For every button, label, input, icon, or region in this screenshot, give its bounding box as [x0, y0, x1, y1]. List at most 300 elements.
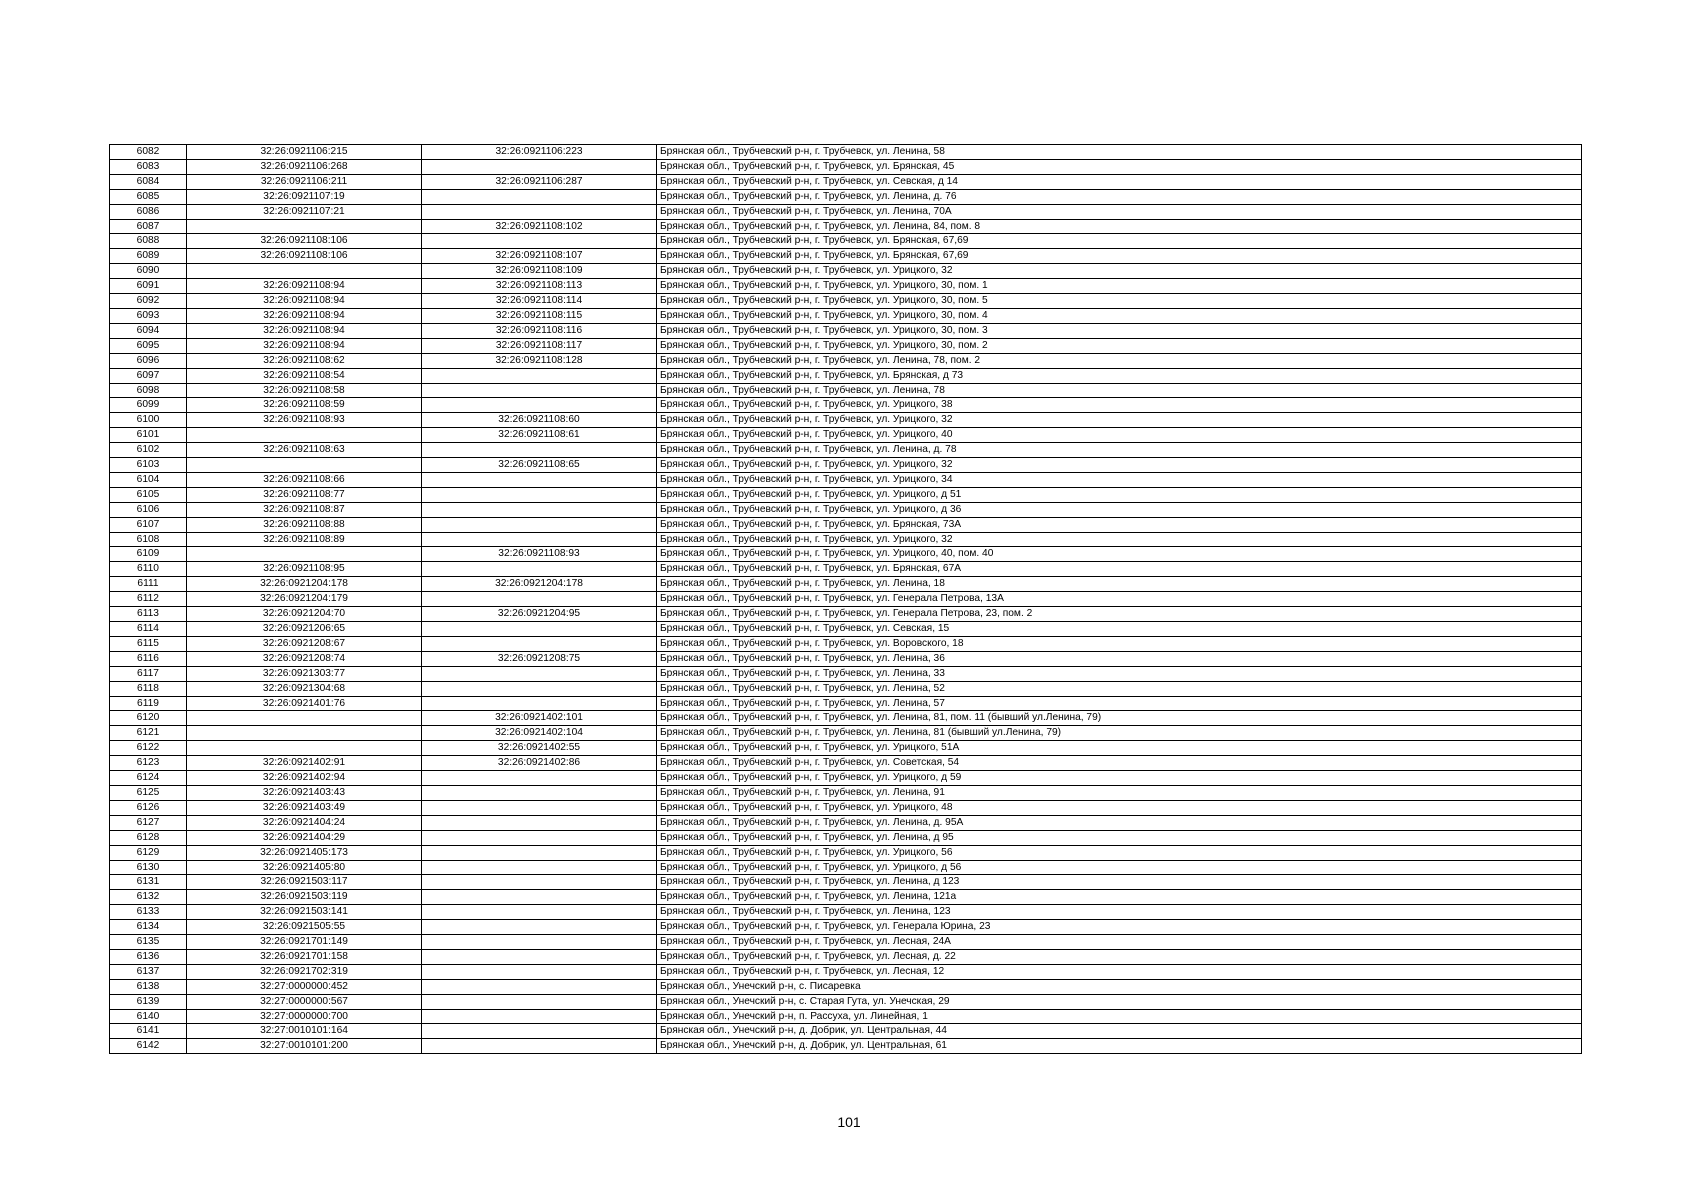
related-cadastral-number-cell: 32:26:0921208:75	[422, 651, 657, 666]
cadastral-number-cell: 32:27:0000000:700	[187, 1009, 422, 1024]
related-cadastral-number-cell: 32:26:0921108:113	[422, 279, 657, 294]
row-number-cell: 6124	[110, 771, 187, 786]
cadastral-number-cell: 32:26:0921503:141	[187, 905, 422, 920]
related-cadastral-number-cell: 32:26:0921402:86	[422, 756, 657, 771]
table-row	[110, 935, 1582, 950]
row-number-cell: 6118	[110, 681, 187, 696]
table-row	[110, 756, 1582, 771]
cadastral-number-cell: 32:26:0921403:43	[187, 785, 422, 800]
related-cadastral-number-cell	[422, 800, 657, 815]
address-cell: Брянская обл., Унечский р-н, п. Рассуха, ул. Линейная, 1	[657, 1009, 1582, 1024]
address-cell: Брянская обл., Трубчевский р-н, г. Трубчевск, ул. Ленина, 18	[657, 577, 1582, 592]
related-cadastral-number-cell	[422, 845, 657, 860]
table-row	[110, 607, 1582, 622]
table-row	[110, 189, 1582, 204]
table-row	[110, 145, 1582, 160]
table-row	[110, 979, 1582, 994]
table-row	[110, 294, 1582, 309]
related-cadastral-number-cell: 32:26:0921106:223	[422, 145, 657, 160]
address-cell: Брянская обл., Трубчевский р-н, г. Трубчевск, ул. Урицкого, 38	[657, 398, 1582, 413]
row-number-cell: 6128	[110, 830, 187, 845]
cadastral-number-cell: 32:26:0921402:94	[187, 771, 422, 786]
cadastral-number-cell	[187, 264, 422, 279]
address-cell: Брянская обл., Трубчевский р-н, г. Трубчевск, ул. Лесная, д. 22	[657, 949, 1582, 964]
address-cell: Брянская обл., Трубчевский р-н, г. Трубчевск, ул. Урицкого, д 36	[657, 502, 1582, 517]
row-number-cell: 6131	[110, 875, 187, 890]
address-cell: Брянская обл., Трубчевский р-н, г. Трубчевск, ул. Брянская, 67,69	[657, 234, 1582, 249]
row-number-cell: 6132	[110, 890, 187, 905]
row-number-cell: 6083	[110, 159, 187, 174]
cadastral-number-cell: 32:26:0921108:62	[187, 353, 422, 368]
row-number-cell: 6119	[110, 696, 187, 711]
address-cell: Брянская обл., Трубчевский р-н, г. Трубчевск, ул. Ленина, 78, пом. 2	[657, 353, 1582, 368]
related-cadastral-number-cell: 32:26:0921108:65	[422, 458, 657, 473]
related-cadastral-number-cell	[422, 368, 657, 383]
related-cadastral-number-cell	[422, 592, 657, 607]
row-number-cell: 6085	[110, 189, 187, 204]
row-number-cell: 6086	[110, 204, 187, 219]
related-cadastral-number-cell	[422, 905, 657, 920]
address-cell: Брянская обл., Трубчевский р-н, г. Трубчевск, ул. Урицкого, 48	[657, 800, 1582, 815]
table-row	[110, 413, 1582, 428]
address-cell: Брянская обл., Трубчевский р-н, г. Трубчевск, ул. Ленина, 121а	[657, 890, 1582, 905]
related-cadastral-number-cell	[422, 935, 657, 950]
related-cadastral-number-cell	[422, 875, 657, 890]
table-row	[110, 666, 1582, 681]
related-cadastral-number-cell	[422, 487, 657, 502]
related-cadastral-number-cell	[422, 398, 657, 413]
address-cell: Брянская обл., Трубчевский р-н, г. Трубчевск, ул. Ленина, 78	[657, 383, 1582, 398]
cadastral-number-cell: 32:26:0921108:94	[187, 294, 422, 309]
address-cell: Брянская обл., Трубчевский р-н, г. Трубчевск, ул. Урицкого, 30, пом. 1	[657, 279, 1582, 294]
row-number-cell: 6100	[110, 413, 187, 428]
cadastral-number-cell: 32:26:0921405:80	[187, 860, 422, 875]
related-cadastral-number-cell: 32:26:0921108:114	[422, 294, 657, 309]
row-number-cell: 6126	[110, 800, 187, 815]
row-number-cell: 6130	[110, 860, 187, 875]
table-row	[110, 875, 1582, 890]
address-cell: Брянская обл., Трубчевский р-н, г. Трубчевск, ул. Ленина, 58	[657, 145, 1582, 160]
row-number-cell: 6096	[110, 353, 187, 368]
address-cell: Брянская обл., Трубчевский р-н, г. Трубчевск, ул. Воровского, 18	[657, 636, 1582, 651]
table-row	[110, 890, 1582, 905]
cadastral-number-cell: 32:26:0921108:106	[187, 249, 422, 264]
row-number-cell: 6102	[110, 443, 187, 458]
address-cell: Брянская обл., Трубчевский р-н, г. Трубчевск, ул. Генерала Петрова, 13А	[657, 592, 1582, 607]
table-row	[110, 547, 1582, 562]
table-row	[110, 562, 1582, 577]
address-cell: Брянская обл., Унечский р-н, с. Писаревка	[657, 979, 1582, 994]
table-row	[110, 726, 1582, 741]
row-number-cell: 6116	[110, 651, 187, 666]
row-number-cell: 6090	[110, 264, 187, 279]
row-number-cell: 6133	[110, 905, 187, 920]
related-cadastral-number-cell: 32:26:0921402:101	[422, 711, 657, 726]
row-number-cell: 6115	[110, 636, 187, 651]
cadastral-number-cell: 32:26:0921108:58	[187, 383, 422, 398]
row-number-cell: 6106	[110, 502, 187, 517]
address-cell: Брянская обл., Трубчевский р-н, г. Трубчевск, ул. Урицкого, 40	[657, 428, 1582, 443]
related-cadastral-number-cell: 32:26:0921108:115	[422, 308, 657, 323]
related-cadastral-number-cell	[422, 234, 657, 249]
address-cell: Брянская обл., Трубчевский р-н, г. Трубчевск, ул. Урицкого, 30, пом. 5	[657, 294, 1582, 309]
table-row	[110, 279, 1582, 294]
row-number-cell: 6142	[110, 1039, 187, 1054]
address-cell: Брянская обл., Трубчевский р-н, г. Трубчевск, ул. Урицкого, 30, пом. 3	[657, 323, 1582, 338]
address-cell: Брянская обл., Трубчевский р-н, г. Трубчевск, ул. Урицкого, д 51	[657, 487, 1582, 502]
cadastral-number-cell: 32:26:0921404:29	[187, 830, 422, 845]
address-cell: Брянская обл., Трубчевский р-н, г. Трубчевск, ул. Брянская, 73А	[657, 517, 1582, 532]
row-number-cell: 6094	[110, 323, 187, 338]
cadastral-number-cell: 32:26:0921106:215	[187, 145, 422, 160]
address-cell: Брянская обл., Трубчевский р-н, г. Трубчевск, ул. Урицкого, д 56	[657, 860, 1582, 875]
address-cell: Брянская обл., Трубчевский р-н, г. Трубчевск, ул. Урицкого, 30, пом. 2	[657, 338, 1582, 353]
address-cell: Брянская обл., Трубчевский р-н, г. Трубчевск, ул. Урицкого, д 59	[657, 771, 1582, 786]
related-cadastral-number-cell	[422, 502, 657, 517]
table-row	[110, 472, 1582, 487]
row-number-cell: 6103	[110, 458, 187, 473]
table-row	[110, 920, 1582, 935]
address-cell: Брянская обл., Трубчевский р-н, г. Трубчевск, ул. Урицкого, 32	[657, 264, 1582, 279]
cadastral-number-cell: 32:26:0921108:89	[187, 532, 422, 547]
related-cadastral-number-cell: 32:26:0921402:55	[422, 741, 657, 756]
address-cell: Брянская обл., Трубчевский р-н, г. Трубчевск, ул. Ленина, д 123	[657, 875, 1582, 890]
related-cadastral-number-cell	[422, 815, 657, 830]
row-number-cell: 6140	[110, 1009, 187, 1024]
cadastral-number-cell: 32:26:0921405:173	[187, 845, 422, 860]
cadastral-number-cell: 32:26:0921303:77	[187, 666, 422, 681]
related-cadastral-number-cell	[422, 622, 657, 637]
table-row	[110, 234, 1582, 249]
cadastral-number-cell: 32:26:0921108:95	[187, 562, 422, 577]
cadastral-number-cell: 32:26:0921206:65	[187, 622, 422, 637]
row-number-cell: 6082	[110, 145, 187, 160]
address-cell: Брянская обл., Трубчевский р-н, г. Трубчевск, ул. Севская, д 14	[657, 174, 1582, 189]
row-number-cell: 6121	[110, 726, 187, 741]
table-row	[110, 368, 1582, 383]
cadastral-number-cell: 32:26:0921106:268	[187, 159, 422, 174]
row-number-cell: 6105	[110, 487, 187, 502]
row-number-cell: 6134	[110, 920, 187, 935]
row-number-cell: 6092	[110, 294, 187, 309]
table-row	[110, 905, 1582, 920]
row-number-cell: 6097	[110, 368, 187, 383]
related-cadastral-number-cell	[422, 204, 657, 219]
cadastral-number-cell: 32:26:0921108:87	[187, 502, 422, 517]
table-row	[110, 487, 1582, 502]
row-number-cell: 6109	[110, 547, 187, 562]
related-cadastral-number-cell	[422, 785, 657, 800]
table-row	[110, 696, 1582, 711]
table-row	[110, 622, 1582, 637]
cadastral-number-cell: 32:26:0921402:91	[187, 756, 422, 771]
table-row	[110, 398, 1582, 413]
cadastral-number-cell: 32:26:0921403:49	[187, 800, 422, 815]
row-number-cell: 6129	[110, 845, 187, 860]
table-row	[110, 964, 1582, 979]
related-cadastral-number-cell	[422, 517, 657, 532]
address-cell: Брянская обл., Трубчевский р-н, г. Трубчевск, ул. Генерала Петрова, 23, пом. 2	[657, 607, 1582, 622]
cadastral-number-cell: 32:26:0921106:211	[187, 174, 422, 189]
address-cell: Брянская обл., Трубчевский р-н, г. Трубчевск, ул. Ленина, д. 76	[657, 189, 1582, 204]
row-number-cell: 6098	[110, 383, 187, 398]
row-number-cell: 6104	[110, 472, 187, 487]
table-row	[110, 681, 1582, 696]
address-cell: Брянская обл., Трубчевский р-н, г. Трубчевск, ул. Ленина, 70А	[657, 204, 1582, 219]
address-cell: Брянская обл., Трубчевский р-н, г. Трубчевск, ул. Ленина, д. 95А	[657, 815, 1582, 830]
row-number-cell: 6117	[110, 666, 187, 681]
registry-table-body	[110, 145, 1582, 1054]
row-number-cell: 6139	[110, 994, 187, 1009]
table-row	[110, 517, 1582, 532]
table-row	[110, 1024, 1582, 1039]
related-cadastral-number-cell	[422, 830, 657, 845]
related-cadastral-number-cell	[422, 472, 657, 487]
row-number-cell: 6141	[110, 1024, 187, 1039]
cadastral-number-cell: 32:26:0921108:63	[187, 443, 422, 458]
cadastral-number-cell: 32:27:0010101:164	[187, 1024, 422, 1039]
cadastral-number-cell: 32:26:0921208:67	[187, 636, 422, 651]
cadastral-number-cell: 32:26:0921304:68	[187, 681, 422, 696]
row-number-cell: 6136	[110, 949, 187, 964]
cadastral-number-cell: 32:27:0010101:200	[187, 1039, 422, 1054]
address-cell: Брянская обл., Трубчевский р-н, г. Трубчевск, ул. Советская, 54	[657, 756, 1582, 771]
row-number-cell: 6122	[110, 741, 187, 756]
related-cadastral-number-cell	[422, 1009, 657, 1024]
related-cadastral-number-cell	[422, 532, 657, 547]
related-cadastral-number-cell	[422, 979, 657, 994]
related-cadastral-number-cell: 32:26:0921108:107	[422, 249, 657, 264]
cadastral-number-cell	[187, 458, 422, 473]
cadastral-number-cell: 32:26:0921108:93	[187, 413, 422, 428]
address-cell: Брянская обл., Трубчевский р-н, г. Трубчевск, ул. Ленина, д. 78	[657, 443, 1582, 458]
table-row	[110, 159, 1582, 174]
table-row	[110, 741, 1582, 756]
table-row	[110, 204, 1582, 219]
related-cadastral-number-cell: 32:26:0921108:128	[422, 353, 657, 368]
row-number-cell: 6108	[110, 532, 187, 547]
address-cell: Брянская обл., Трубчевский р-н, г. Трубчевск, ул. Ленина, 36	[657, 651, 1582, 666]
address-cell: Брянская обл., Трубчевский р-н, г. Трубчевск, ул. Урицкого, 51А	[657, 741, 1582, 756]
table-row	[110, 264, 1582, 279]
row-number-cell: 6113	[110, 607, 187, 622]
row-number-cell: 6123	[110, 756, 187, 771]
table-row	[110, 815, 1582, 830]
table-row	[110, 458, 1582, 473]
page-number: 101	[837, 1114, 861, 1130]
related-cadastral-number-cell: 32:26:0921108:102	[422, 219, 657, 234]
address-cell: Брянская обл., Трубчевский р-н, г. Трубчевск, ул. Ленина, 123	[657, 905, 1582, 920]
cadastral-number-cell: 32:26:0921108:66	[187, 472, 422, 487]
table-row	[110, 771, 1582, 786]
cadastral-number-cell: 32:26:0921108:54	[187, 368, 422, 383]
row-number-cell: 6125	[110, 785, 187, 800]
row-number-cell: 6127	[110, 815, 187, 830]
cadastral-number-cell	[187, 711, 422, 726]
address-cell: Брянская обл., Трубчевский р-н, г. Трубчевск, ул. Ленина, 81, пом. 11 (бывший ул.Ленина, 79)	[657, 711, 1582, 726]
address-cell: Брянская обл., Трубчевский р-н, г. Трубчевск, ул. Урицкого, 32	[657, 458, 1582, 473]
table-row	[110, 353, 1582, 368]
table-row	[110, 502, 1582, 517]
related-cadastral-number-cell	[422, 1039, 657, 1054]
related-cadastral-number-cell	[422, 159, 657, 174]
cadastral-number-cell: 32:26:0921107:21	[187, 204, 422, 219]
table-row	[110, 860, 1582, 875]
cadastral-number-cell: 32:26:0921404:24	[187, 815, 422, 830]
row-number-cell: 6101	[110, 428, 187, 443]
related-cadastral-number-cell: 32:26:0921108:60	[422, 413, 657, 428]
related-cadastral-number-cell	[422, 562, 657, 577]
cadastral-number-cell: 32:26:0921204:178	[187, 577, 422, 592]
table-row	[110, 308, 1582, 323]
address-cell: Брянская обл., Трубчевский р-н, г. Трубчевск, ул. Ленина, 33	[657, 666, 1582, 681]
related-cadastral-number-cell: 32:26:0921108:117	[422, 338, 657, 353]
cadastral-number-cell: 32:26:0921108:94	[187, 308, 422, 323]
address-cell: Брянская обл., Трубчевский р-н, г. Трубчевск, ул. Ленина, 91	[657, 785, 1582, 800]
table-row	[110, 249, 1582, 264]
row-number-cell: 6095	[110, 338, 187, 353]
table-row	[110, 532, 1582, 547]
cadastral-number-cell: 32:27:0000000:567	[187, 994, 422, 1009]
registry-table	[109, 144, 1582, 1054]
cadastral-number-cell: 32:26:0921107:19	[187, 189, 422, 204]
address-cell: Брянская обл., Трубчевский р-н, г. Трубчевск, ул. Урицкого, 34	[657, 472, 1582, 487]
table-row	[110, 800, 1582, 815]
cadastral-number-cell: 32:26:0921108:94	[187, 279, 422, 294]
address-cell: Брянская обл., Унечский р-н, д. Добрик, ул. Центральная, 44	[657, 1024, 1582, 1039]
related-cadastral-number-cell	[422, 994, 657, 1009]
related-cadastral-number-cell: 32:26:0921402:104	[422, 726, 657, 741]
related-cadastral-number-cell	[422, 920, 657, 935]
related-cadastral-number-cell: 32:26:0921204:178	[422, 577, 657, 592]
row-number-cell: 6135	[110, 935, 187, 950]
address-cell: Брянская обл., Трубчевский р-н, г. Трубчевск, ул. Ленина, 84, пом. 8	[657, 219, 1582, 234]
cadastral-number-cell	[187, 741, 422, 756]
row-number-cell: 6120	[110, 711, 187, 726]
table-row	[110, 949, 1582, 964]
related-cadastral-number-cell: 32:26:0921108:93	[422, 547, 657, 562]
related-cadastral-number-cell	[422, 1024, 657, 1039]
address-cell: Брянская обл., Унечский р-н, д. Добрик, ул. Центральная, 61	[657, 1039, 1582, 1054]
address-cell: Брянская обл., Трубчевский р-н, г. Трубчевск, ул. Брянская, 45	[657, 159, 1582, 174]
table-row	[110, 830, 1582, 845]
row-number-cell: 6111	[110, 577, 187, 592]
table-row	[110, 338, 1582, 353]
table-row	[110, 174, 1582, 189]
address-cell: Брянская обл., Трубчевский р-н, г. Трубчевск, ул. Ленина, д 95	[657, 830, 1582, 845]
row-number-cell: 6093	[110, 308, 187, 323]
cadastral-number-cell: 32:26:0921701:149	[187, 935, 422, 950]
cadastral-number-cell	[187, 726, 422, 741]
table-row	[110, 219, 1582, 234]
table-row	[110, 443, 1582, 458]
related-cadastral-number-cell	[422, 636, 657, 651]
row-number-cell: 6091	[110, 279, 187, 294]
cadastral-number-cell: 32:26:0921108:59	[187, 398, 422, 413]
related-cadastral-number-cell	[422, 443, 657, 458]
row-number-cell: 6107	[110, 517, 187, 532]
related-cadastral-number-cell	[422, 681, 657, 696]
cadastral-number-cell: 32:26:0921702:319	[187, 964, 422, 979]
cadastral-number-cell	[187, 547, 422, 562]
related-cadastral-number-cell: 32:26:0921108:61	[422, 428, 657, 443]
cadastral-number-cell: 32:26:0921108:88	[187, 517, 422, 532]
address-cell: Брянская обл., Трубчевский р-н, г. Трубчевск, ул. Брянская, 67А	[657, 562, 1582, 577]
row-number-cell: 6087	[110, 219, 187, 234]
related-cadastral-number-cell	[422, 890, 657, 905]
cadastral-number-cell: 32:26:0921505:55	[187, 920, 422, 935]
address-cell: Брянская обл., Трубчевский р-н, г. Трубчевск, ул. Урицкого, 32	[657, 532, 1582, 547]
row-number-cell: 6089	[110, 249, 187, 264]
cadastral-number-cell: 32:26:0921701:158	[187, 949, 422, 964]
address-cell: Брянская обл., Трубчевский р-н, г. Трубчевск, ул. Ленина, 57	[657, 696, 1582, 711]
table-row	[110, 845, 1582, 860]
address-cell: Брянская обл., Трубчевский р-н, г. Трубчевск, ул. Брянская, 67,69	[657, 249, 1582, 264]
address-cell: Брянская обл., Трубчевский р-н, г. Трубчевск, ул. Севская, 15	[657, 622, 1582, 637]
related-cadastral-number-cell	[422, 383, 657, 398]
cadastral-number-cell: 32:26:0921503:119	[187, 890, 422, 905]
related-cadastral-number-cell: 32:26:0921108:116	[422, 323, 657, 338]
table-row	[110, 651, 1582, 666]
row-number-cell: 6114	[110, 622, 187, 637]
address-cell: Брянская обл., Трубчевский р-н, г. Трубчевск, ул. Генерала Юрина, 23	[657, 920, 1582, 935]
table-row	[110, 636, 1582, 651]
table-row	[110, 785, 1582, 800]
row-number-cell: 6138	[110, 979, 187, 994]
related-cadastral-number-cell	[422, 860, 657, 875]
cadastral-number-cell: 32:26:0921208:74	[187, 651, 422, 666]
table-row	[110, 1009, 1582, 1024]
table-row	[110, 1039, 1582, 1054]
table-row	[110, 711, 1582, 726]
address-cell: Брянская обл., Трубчевский р-н, г. Трубчевск, ул. Брянская, д 73	[657, 368, 1582, 383]
table-row	[110, 323, 1582, 338]
table-row	[110, 592, 1582, 607]
cadastral-number-cell: 32:27:0000000:452	[187, 979, 422, 994]
address-cell: Брянская обл., Трубчевский р-н, г. Трубчевск, ул. Урицкого, 56	[657, 845, 1582, 860]
row-number-cell: 6088	[110, 234, 187, 249]
related-cadastral-number-cell	[422, 696, 657, 711]
related-cadastral-number-cell	[422, 189, 657, 204]
address-cell: Брянская обл., Трубчевский р-н, г. Трубчевск, ул. Ленина, 81 (бывший ул.Ленина, 79)	[657, 726, 1582, 741]
related-cadastral-number-cell	[422, 949, 657, 964]
related-cadastral-number-cell	[422, 964, 657, 979]
cadastral-number-cell: 32:26:0921108:94	[187, 338, 422, 353]
address-cell: Брянская обл., Трубчевский р-н, г. Трубчевск, ул. Ленина, 52	[657, 681, 1582, 696]
address-cell: Брянская обл., Трубчевский р-н, г. Трубчевск, ул. Лесная, 12	[657, 964, 1582, 979]
address-cell: Брянская обл., Трубчевский р-н, г. Трубчевск, ул. Урицкого, 30, пом. 4	[657, 308, 1582, 323]
row-number-cell: 6084	[110, 174, 187, 189]
address-cell: Брянская обл., Трубчевский р-н, г. Трубчевск, ул. Урицкого, 32	[657, 413, 1582, 428]
address-cell: Брянская обл., Унечский р-н, с. Старая Гута, ул. Унечская, 29	[657, 994, 1582, 1009]
cadastral-number-cell: 32:26:0921401:76	[187, 696, 422, 711]
cadastral-number-cell: 32:26:0921108:77	[187, 487, 422, 502]
related-cadastral-number-cell	[422, 666, 657, 681]
address-cell: Брянская обл., Трубчевский р-н, г. Трубчевск, ул. Лесная, 24А	[657, 935, 1582, 950]
related-cadastral-number-cell	[422, 771, 657, 786]
cadastral-number-cell	[187, 428, 422, 443]
related-cadastral-number-cell: 32:26:0921106:287	[422, 174, 657, 189]
related-cadastral-number-cell: 32:26:0921204:95	[422, 607, 657, 622]
cadastral-number-cell: 32:26:0921108:106	[187, 234, 422, 249]
address-cell: Брянская обл., Трубчевский р-н, г. Трубчевск, ул. Урицкого, 40, пом. 40	[657, 547, 1582, 562]
table-row	[110, 383, 1582, 398]
table-row	[110, 428, 1582, 443]
row-number-cell: 6099	[110, 398, 187, 413]
row-number-cell: 6137	[110, 964, 187, 979]
row-number-cell: 6110	[110, 562, 187, 577]
cadastral-number-cell: 32:26:0921204:179	[187, 592, 422, 607]
